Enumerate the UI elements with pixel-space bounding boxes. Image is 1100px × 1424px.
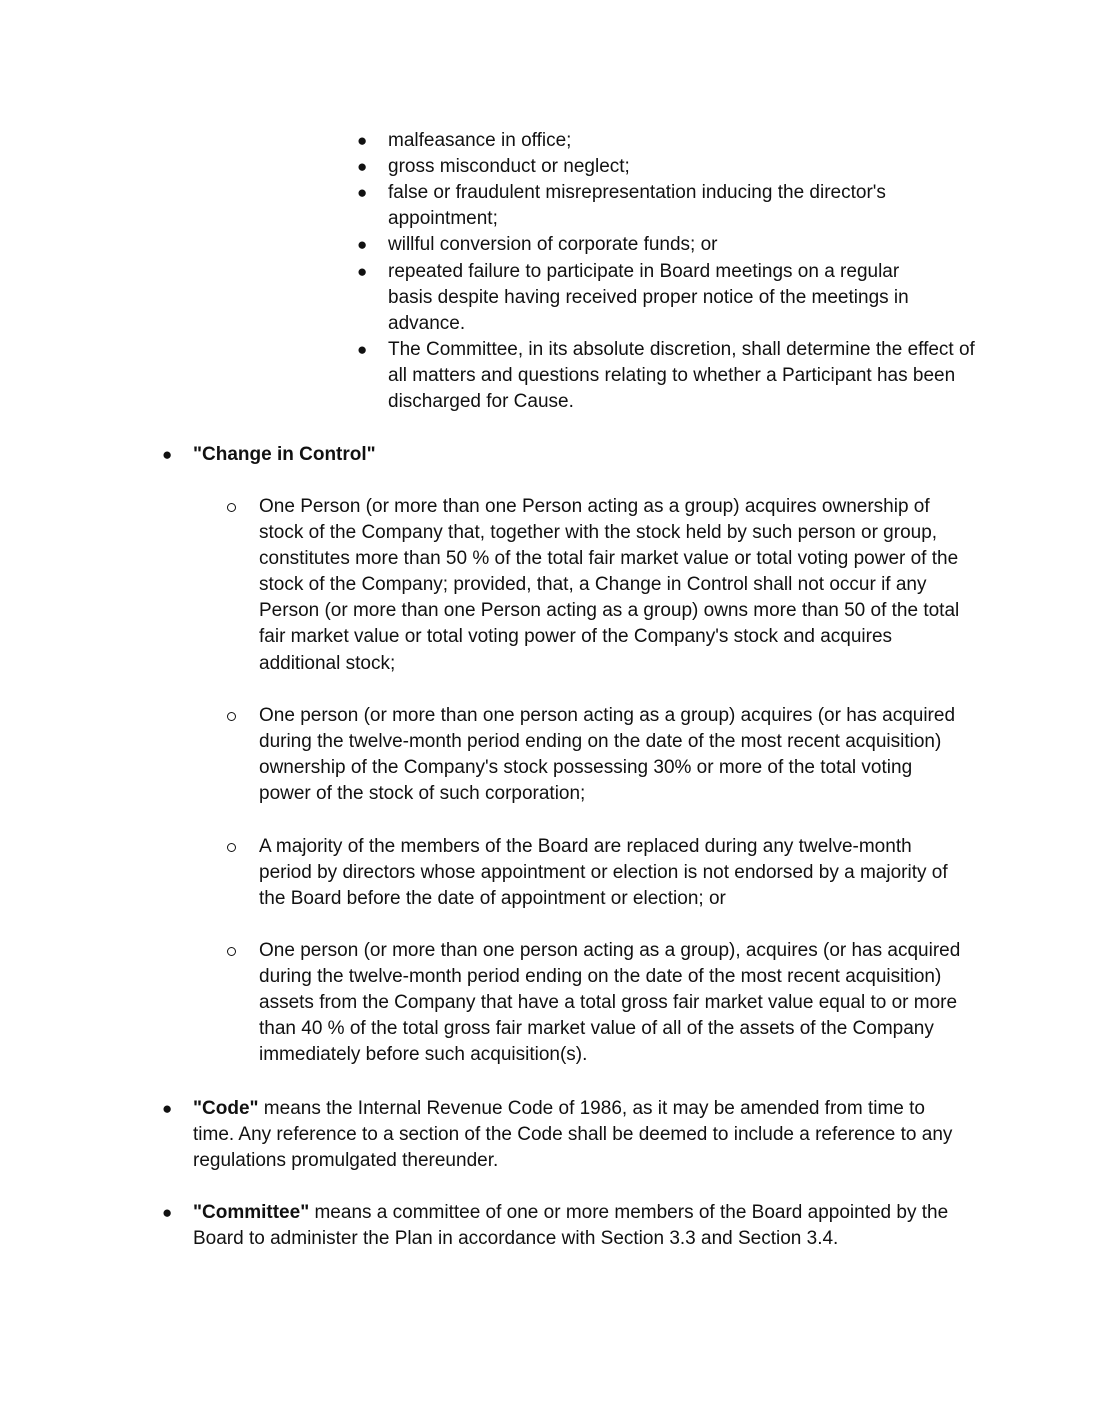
definition-body: means a committee of one or more members of the Board appointed by the Board to administer the Plan in accordance with Section 3.3 and Section 3.4.: [193, 1202, 949, 1250]
list-item-text: gross misconduct or neglect;: [388, 156, 630, 177]
definition-text: [193, 1096, 963, 1174]
bullet-icon: ●: [162, 1203, 173, 1222]
list-item-text: malfeasance in office;: [388, 130, 572, 151]
list-item-text: false or fraudulent misrepresentation inducing the director's appointment;: [388, 182, 886, 230]
list-item-text: willful conversion of corporate funds; or: [388, 234, 718, 255]
list-item-text: One person (or more than one person acting as a group) acquires (or has acquired during the twelve-month period ending on the date of the most recent acquisition) ownership of the Company's stock possessing 30% or more of the total voting power of the stock of such corporation;: [259, 705, 956, 805]
bullet-icon: ●: [162, 445, 173, 464]
list-item-text: The Committee, in its absolute discretion, shall determine the effect of all matters and questions relating to whether a Participant has been discharged for Cause.: [388, 339, 975, 413]
bullet-icon: ●: [162, 1099, 173, 1118]
hollow-bullet-icon: [227, 712, 236, 721]
bullet-icon: ●: [357, 235, 368, 254]
definition-text: [193, 1200, 963, 1252]
definition-body: means the Internal Revenue Code of 1986, as it may be amended from time to time. Any reference to a section of the Code shall be deemed to include a reference to any regulations promulgated thereunder.: [193, 1098, 953, 1172]
hollow-bullet-icon: [227, 843, 236, 852]
list-item-text: repeated failure to participate in Board meetings on a regular basis despite having received proper notice of the meetings in advance.: [388, 261, 909, 335]
list-item-text: One Person (or more than one Person acting as a group) acquires ownership of stock of the Company that, together with the stock held by such person or group, constitutes more than 50 % of the total fair market value or total voting power of the stock of the Company; provided, that, a Change in Control shall not occur if any Person (or more than one Person acting as a group) owns more than 50 of the total fair market value or total voting power of the Company's stock and acquires additional stock;: [259, 496, 960, 674]
hollow-bullet-icon: [227, 503, 236, 512]
term-committee: "Committee": [193, 1202, 310, 1223]
list-item-text: A majority of the members of the Board are replaced during any twelve-month period by directors whose appointment or election is not endorsed by a majority of the Board before the date of appointment or election; or: [259, 836, 948, 910]
list-item-text: One person (or more than one person acting as a group), acquires (or has acquired during the twelve-month period ending on the date of the most recent acquisition) assets from the Company that have a total gross fair market value equal to or more than 40 % of the total gross fair market value of all of the assets of the Company immediately before such acquisition(s).: [259, 940, 961, 1066]
bullet-icon: ●: [357, 157, 368, 176]
bullet-icon: ●: [357, 340, 368, 359]
bullet-icon: ●: [357, 131, 368, 150]
term-change-in-control: "Change in Control": [193, 444, 376, 465]
hollow-bullet-icon: [227, 947, 236, 956]
term-code: "Code": [193, 1098, 259, 1119]
bullet-icon: ●: [357, 262, 368, 281]
bullet-icon: ●: [357, 183, 368, 202]
